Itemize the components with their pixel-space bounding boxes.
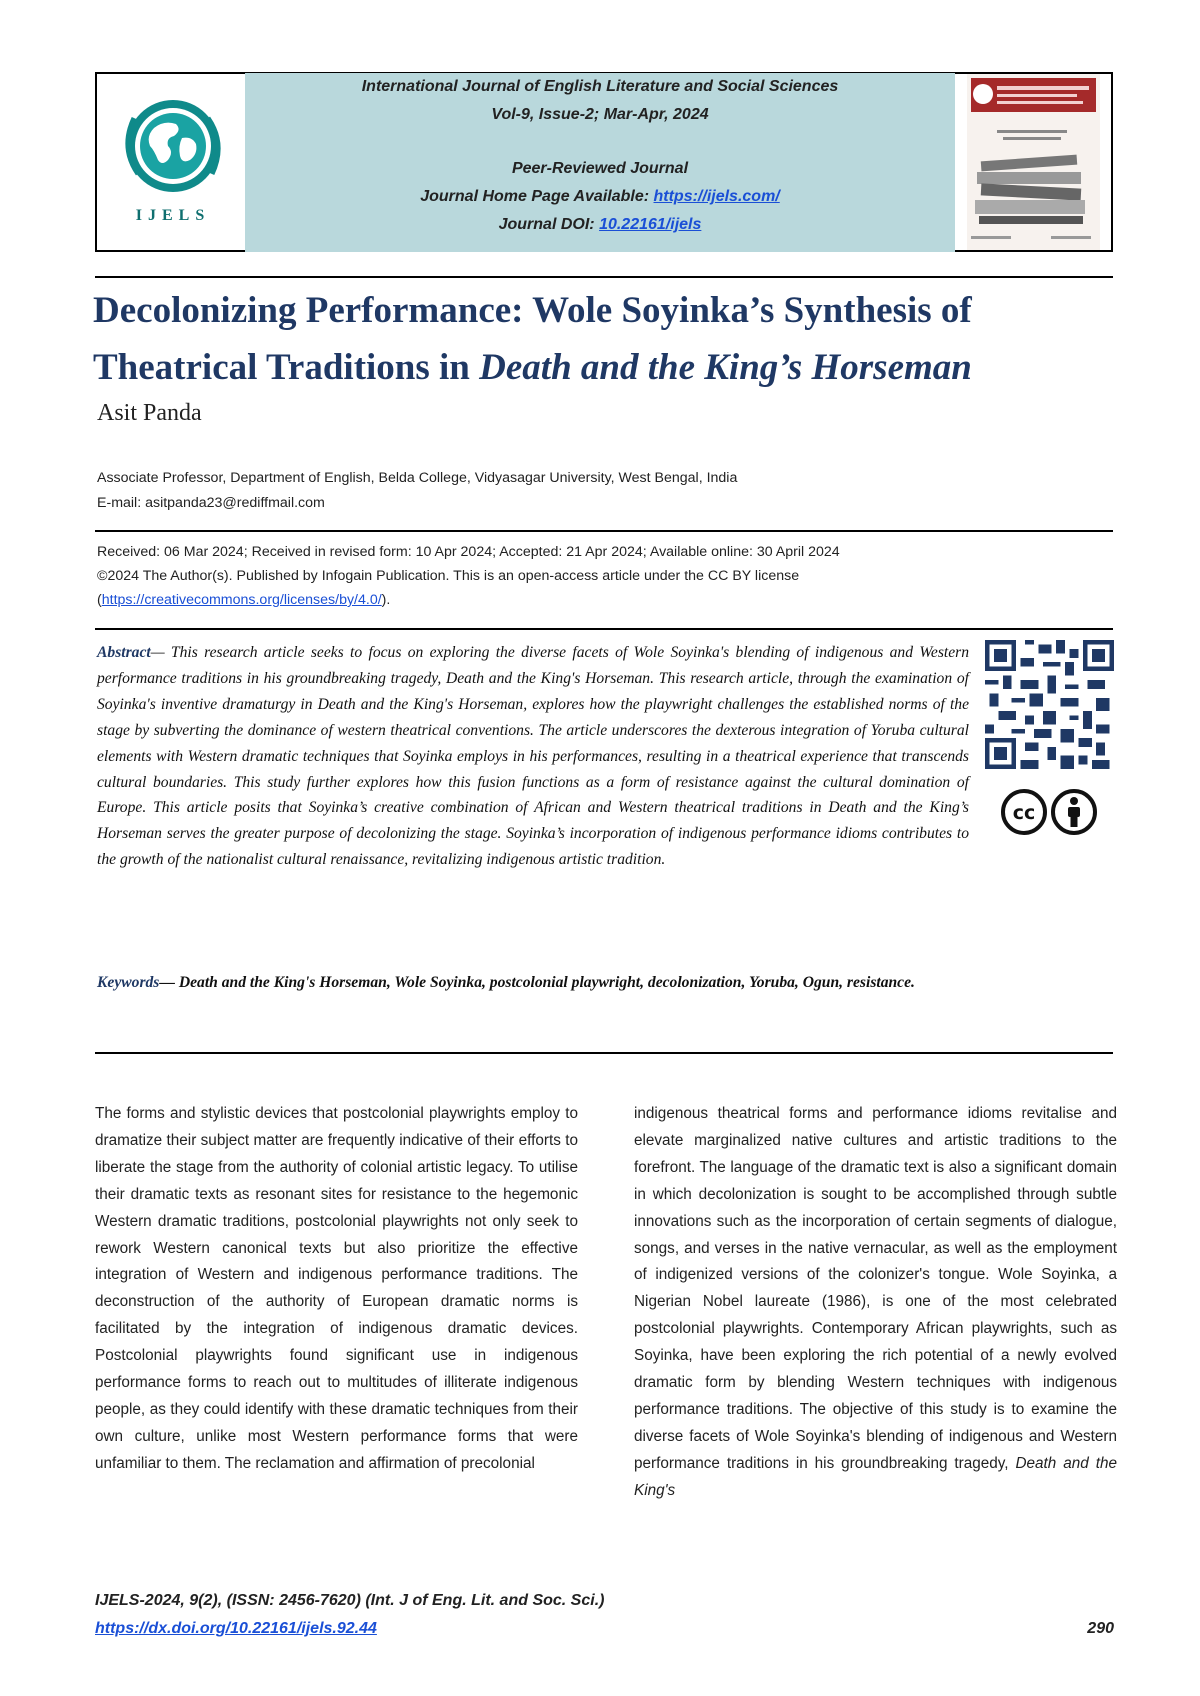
body-column-right: [634, 1101, 1117, 1505]
author-email: E-mail: asitpanda23@rediffmail.com: [97, 495, 325, 511]
license-open-paren: (: [97, 592, 102, 608]
svg-text:IJELS: IJELS: [135, 207, 211, 224]
body-right-text: indigenous theatrical forms and performance idioms revitalise and elevate marginalized native cultures and artistic traditions to the forefront. The language of the dramatic text is also a significant domain in which decolonization is sought to be accomplished through subtle innovations such as the incorporation of certain segments of dialogue, songs, and verses in the native vernacular, as well as the employment of indigenized versions of the colonizer's tongue. Wole Soyinka, a Nigerian Nobel laureate (1986), is one of the most celebrated postcolonial playwrights. Contemporary African playwrights, such as Soyinka, have been exploring the rich potential of a newly evolved dramatic form by blending Western techniques with indigenous performance traditions. The objective of this study is to examine the diverse facets of Wole Soyinka's blending of indigenous and Western performance traditions in his groundbreaking tragedy,: [634, 1105, 1117, 1472]
volume-issue: Vol-9, Issue-2; Mar-Apr, 2024: [491, 106, 709, 123]
article-title: [93, 282, 1123, 396]
homepage-line: [245, 188, 955, 206]
page-number: 290: [1087, 1620, 1114, 1637]
doi-line: [245, 216, 955, 234]
keywords-label: Keywords: [97, 974, 160, 991]
keywords: [97, 970, 969, 996]
abstract-text: This research article seeks to focus on exploring the diverse facets of Wole Soyinka's blending of indigenous and Western performance traditions in his groundbreaking tragedy, Death and the King's Horseman. This research article, through the examination of Soyinka's inventive dramaturgy in Death and the King's Horseman, explores how the playwright challenges the established norms of the stage by subverting the dominance of western theatrical conventions. The article underscores the dexterous integration of Yoruba cultural elements with Western dramatic techniques that Soyinka employs in his performances, resulting in a theatrical experience that transcends cultural boundaries. This study further explores how this fusion functions as a form of resistance against the cultural domination of Europe. This article posits that Soyinka’s creative combination of African and Western theatrical traditions in Death and the King’s Horseman serves the greater purpose of decolonizing the stage. Soyinka’s incorporation of indigenous performance idioms contributes to the growth of the nationalist cultural renaissance, revitalizing indigenous artistic tradition.: [97, 644, 970, 869]
author-name: Asit Panda: [97, 400, 202, 426]
journal-name: International Journal of English Literature and Social Sciences: [361, 78, 839, 95]
footer-citation: IJELS-2024, 9(2), (ISSN: 2456-7620) (Int. J of Eng. Lit. and Soc. Sci.): [95, 1592, 605, 1609]
title-italic-work: Death and the King’s Horseman: [479, 347, 972, 388]
body-column-left: The forms and stylistic devices that postcolonial playwrights employ to dramatize their subject matter are frequently indicative of their efforts to liberate the stage from the authority of colonial artistic legacy. To utilise their dramatic texts as resonant sites for resistance to the hegemonic Western dramatic traditions, postcolonial playwrights not only seek to rework Western canonical texts but also prioritize the effective integration of Western and indigenous performance traditions. The deconstruction of the authority of European dramatic norms is facilitated by the integration of indigenous dramatic devices. Postcolonial playwrights found significant use in indigenous performance forms to reach out to multitudes of illiterate indigenous people, as they could identify with these dramatic techniques from their own culture, unlike most Western performance forms that were unfamiliar to them. The reclamation and affirmation of precolonial: [95, 1105, 578, 1472]
license-url-line: [97, 592, 390, 608]
cc-by-license-icon[interactable]: [1000, 788, 1100, 836]
divider: [95, 1052, 1113, 1054]
doi-label: Journal DOI:: [498, 216, 600, 233]
journal-doi-link[interactable]: 10.22161/ijels: [599, 216, 702, 233]
qr-code-icon[interactable]: [985, 640, 1114, 769]
article-doi-link[interactable]: https://dx.doi.org/10.22161/ijels.92.44: [95, 1620, 377, 1637]
divider: [95, 628, 1113, 630]
license-close: ).: [381, 592, 391, 608]
divider: [95, 276, 1113, 278]
ijels-logo: [114, 88, 232, 228]
svg-text:cc: cc: [1012, 802, 1036, 824]
abstract-label: Abstract: [97, 644, 151, 661]
abstract: [97, 640, 969, 873]
keywords-dash: —: [159, 974, 179, 991]
license-link[interactable]: https://creativecommons.org/licenses/by/4.0/: [101, 592, 382, 608]
keywords-text: Death and the King's Horseman, Wole Soyinka, postcolonial playwright, decolonization, Yoruba, Ogun, resistance.: [178, 974, 915, 991]
author-affiliation: Associate Professor, Department of English, Belda College, Vidyasagar University, West Bengal, India: [97, 470, 738, 486]
peer-review-label: Peer-Reviewed Journal: [511, 160, 689, 177]
article-dates: Received: 06 Mar 2024; Received in revised form: 10 Apr 2024; Accepted: 21 Apr 2024; Available online: 30 April 2024: [97, 544, 840, 560]
license-statement: ©2024 The Author(s). Published by Infogain Publication. This is an open-access article under the CC BY license: [97, 568, 800, 584]
abstract-dash: —: [150, 644, 171, 661]
title-line-1: Decolonizing Performance: Wole Soyinka’s Synthesis of: [93, 290, 972, 331]
title-line-2: Theatrical Traditions in: [93, 347, 480, 388]
divider: [95, 530, 1113, 532]
journal-cover-image: [967, 74, 1100, 250]
homepage-link[interactable]: https://ijels.com/: [653, 188, 780, 205]
homepage-label: Journal Home Page Available:: [420, 188, 654, 205]
body-right-italic: Death and the King's: [634, 1454, 1117, 1499]
